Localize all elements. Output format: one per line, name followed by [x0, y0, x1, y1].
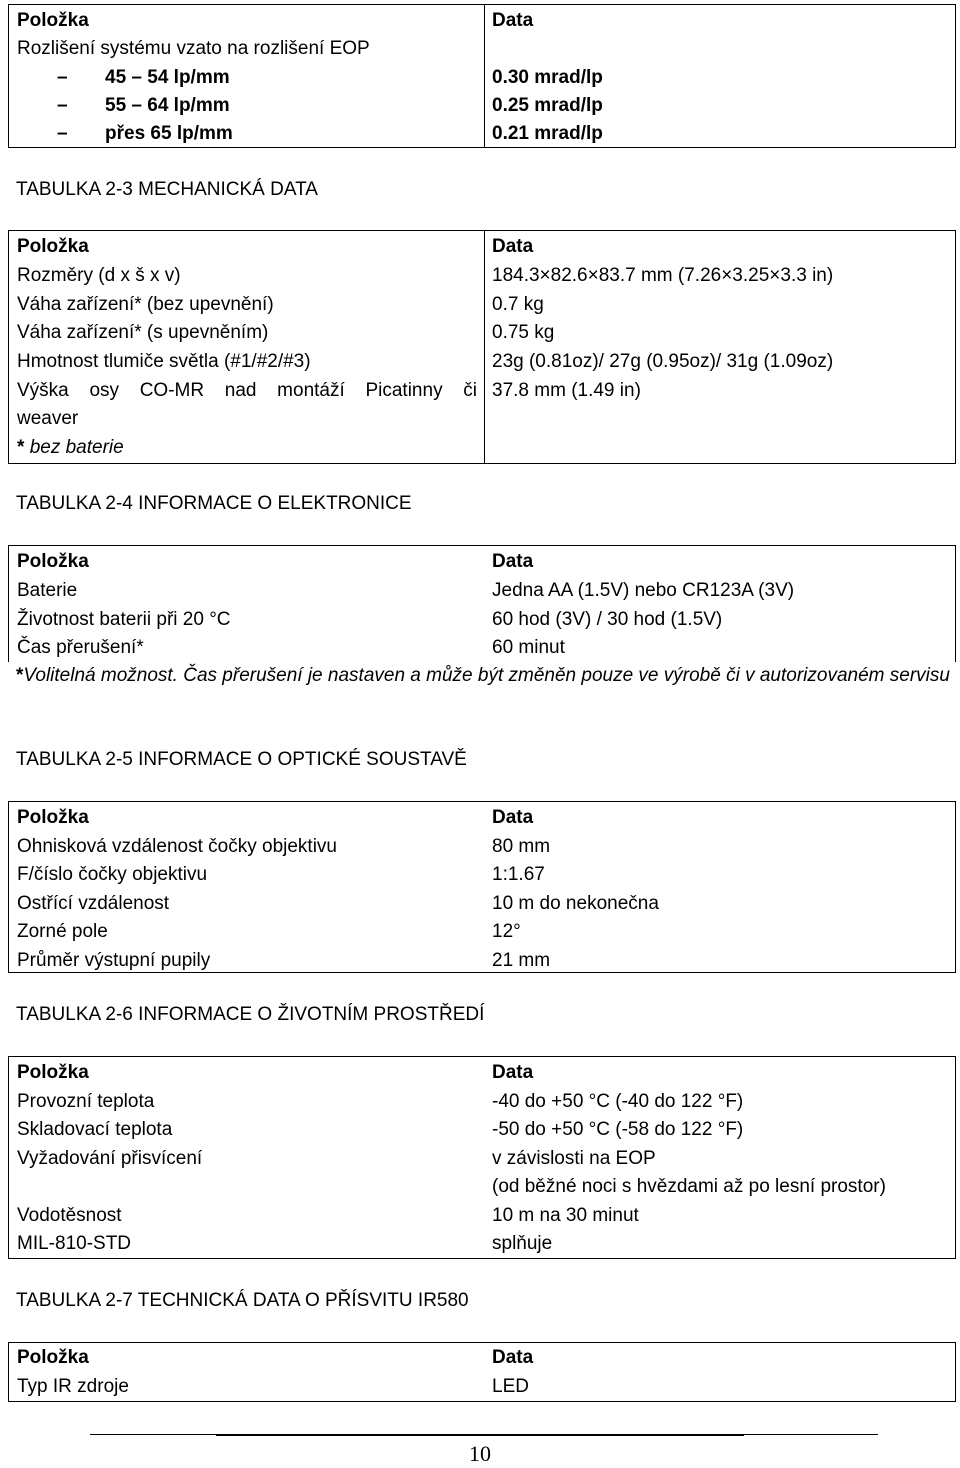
list-item-label: 55 – 64 lp/mm [105, 95, 230, 116]
table-row-item: Průměr výstupní pupily [17, 950, 211, 971]
table-row-item: Zorné pole [17, 921, 108, 942]
col-header-item: Položka [17, 236, 89, 257]
list-item [57, 64, 230, 92]
table-row-value: -40 do +50 °C (-40 do 122 °F) [492, 1091, 744, 1112]
row-title: Rozlišení systému vzato na rozlišení EOP [17, 38, 370, 59]
section-heading: TABULKA 2-3 MECHANICKÁ DATA [16, 179, 318, 200]
table-row-value: LED [492, 1376, 529, 1397]
dash-bullet: – [57, 95, 68, 116]
table-resolution [8, 4, 956, 148]
table-row-value: 0.75 kg [492, 322, 555, 343]
table-row-item: Vodotěsnost [17, 1205, 122, 1226]
list-item-label: přes 65 lp/mm [105, 123, 233, 144]
table-row-item: Typ IR zdroje [17, 1376, 129, 1397]
table-row-value: 0.7 kg [492, 294, 544, 315]
dash-bullet: – [57, 67, 68, 88]
section-heading: TABULKA 2-5 INFORMACE O OPTICKÉ SOUSTAVĚ [16, 749, 467, 770]
col-header-item: Položka [17, 1062, 89, 1083]
footer-rule-thick [216, 1434, 744, 1436]
table-row-value: splňuje [492, 1233, 553, 1254]
table-optics [8, 801, 956, 973]
col-header-data: Data [492, 1347, 534, 1368]
footnote-star: * [17, 437, 30, 458]
dash-bullet: – [57, 123, 68, 144]
table-row-value: 60 minut [492, 637, 565, 658]
section-heading: TABULKA 2-7 TECHNICKÁ DATA O PŘÍSVITU IR580 [16, 1290, 469, 1311]
table-row-item: weaver [17, 408, 79, 429]
note-star: * [16, 665, 24, 686]
section-heading: TABULKA 2-6 INFORMACE O ŽIVOTNÍM PROSTŘEDÍ [16, 1004, 485, 1025]
column-divider [484, 5, 485, 147]
table-row-item: MIL-810-STD [17, 1233, 132, 1254]
table-row-item: F/číslo čočky objektivu [17, 864, 208, 885]
table-row-item: Životnost baterii při 20 °C [17, 609, 231, 630]
list-item [57, 92, 230, 120]
table-row-item: Skladovací teplota [17, 1119, 173, 1140]
table-environment [8, 1056, 956, 1259]
table-row-value: 80 mm [492, 836, 551, 857]
table-row-value: 184.3×82.6×83.7 mm (7.26×3.25×3.3 in) [492, 265, 834, 286]
table-row-value: 10 m do nekonečna [492, 893, 659, 914]
table-row-value: -50 do +50 °C (-58 do 122 °F) [492, 1119, 744, 1140]
note-paragraph [16, 662, 954, 690]
col-header-item: Položka [17, 1347, 89, 1368]
table-row-value: 10 m na 30 minut [492, 1205, 639, 1226]
table-row-item: Váha zařízení* (s upevněním) [17, 322, 269, 343]
column-divider [484, 231, 485, 463]
table-row-item: Ohnisková vzdálenost čočky objektivu [17, 836, 337, 857]
table-row-item: Baterie [17, 580, 78, 601]
table-row-item: Ostřící vzdálenost [17, 893, 170, 914]
col-header-data: Data [492, 236, 534, 257]
table-row-value: Jedna AA (1.5V) nebo CR123A (3V) [492, 580, 795, 601]
col-header-item: Položka [17, 807, 89, 828]
col-header-data: Data [492, 807, 534, 828]
table-row-value: (od běžné noci s hvězdami až po lesní prostor) [492, 1176, 886, 1197]
note-text: Volitelná možnost. Čas přerušení je nastaven a může být změněn pouze ve výrobě či v autorizovaném servisu [23, 665, 950, 686]
table-row-value: 12° [492, 921, 521, 942]
footnote-text: bez baterie [29, 437, 124, 458]
list-item-value: 0.30 mrad/lp [492, 67, 603, 88]
table-row-item: Čas přerušení* [17, 637, 144, 658]
table-row-value: 37.8 mm (1.49 in) [492, 380, 641, 401]
list-item-value: 0.21 mrad/lp [492, 123, 603, 144]
page-number: 10 [469, 1441, 491, 1466]
list-item [57, 120, 233, 148]
list-item-label: 45 – 54 lp/mm [105, 67, 230, 88]
table-electronics [8, 545, 956, 662]
table-row-item: Provozní teplota [17, 1091, 155, 1112]
col-header-data: Data [492, 551, 534, 572]
table-row-value: 21 mm [492, 950, 551, 971]
table-ir-illuminator [8, 1342, 956, 1402]
section-heading: TABULKA 2-4 INFORMACE O ELEKTRONICE [16, 493, 412, 514]
table-row-value: 1:1.67 [492, 864, 545, 885]
table-row-item: Vyžadování přisvícení [17, 1148, 203, 1169]
table-row-value: v závislosti na EOP [492, 1148, 656, 1169]
table-mechanical [8, 230, 956, 464]
col-header-data: Data [492, 10, 534, 31]
table-row-item: Rozměry (d x š x v) [17, 265, 181, 286]
table-row-item: Výška osy CO-MR nad montáží Picatinny či [17, 380, 477, 401]
table-row-value: 60 hod (3V) / 30 hod (1.5V) [492, 609, 723, 630]
table-row-item: Hmotnost tlumiče světla (#1/#2/#3) [17, 351, 311, 372]
col-header-item: Položka [17, 551, 89, 572]
table-row-item: Váha zařízení* (bez upevnění) [17, 294, 274, 315]
footnote [17, 434, 124, 462]
table-row-value: 23g (0.81oz)/ 27g (0.95oz)/ 31g (1.09oz) [492, 351, 834, 372]
col-header-item: Položka [17, 10, 89, 31]
list-item-value: 0.25 mrad/lp [492, 95, 603, 116]
col-header-data: Data [492, 1062, 534, 1083]
